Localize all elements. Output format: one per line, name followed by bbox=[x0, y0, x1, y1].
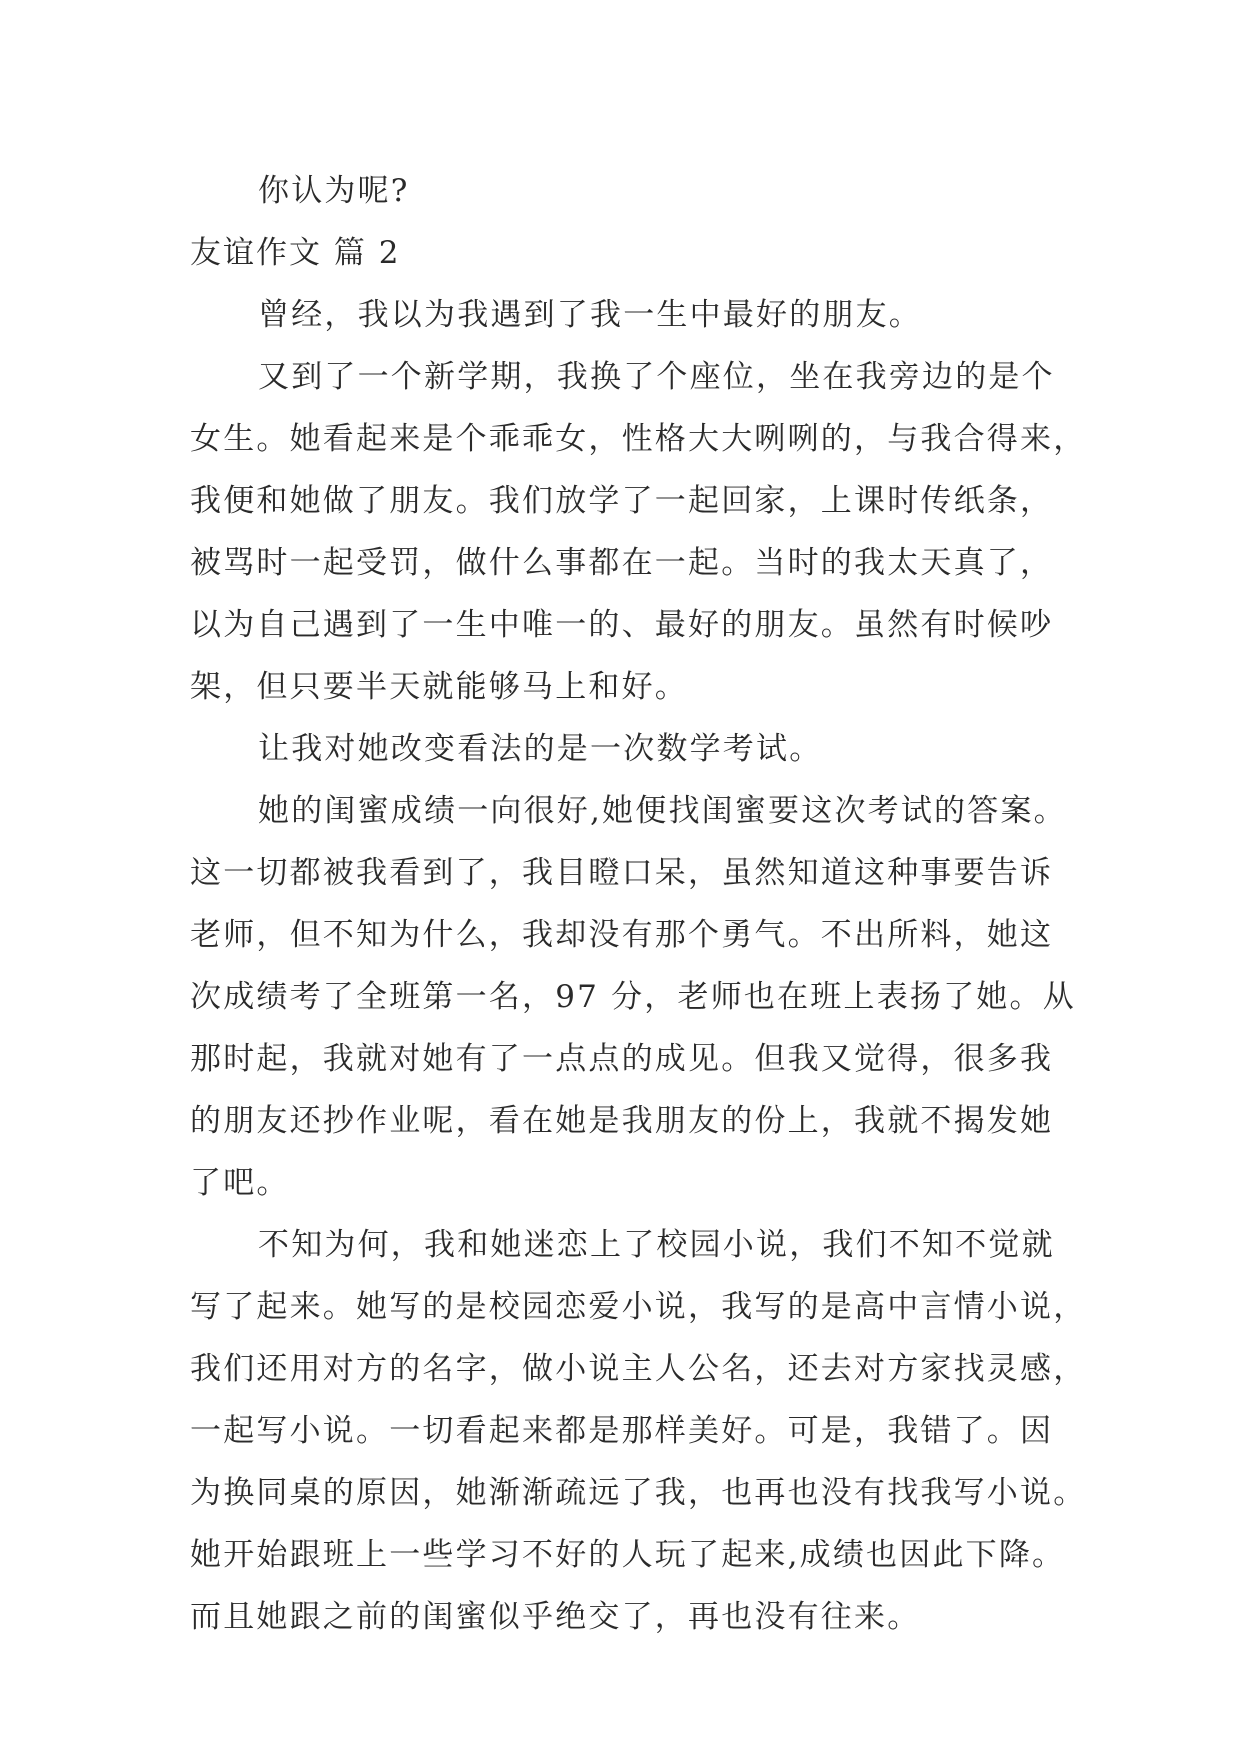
paragraph-line: 女生。她看起来是个乖乖女，性格大大咧咧的，与我合得来， bbox=[190, 421, 1087, 457]
paragraph bbox=[190, 346, 1087, 718]
paragraph-line: 她开始跟班上一些学习不好的人玩了起来,成绩也因此下降。 bbox=[190, 1537, 1066, 1573]
paragraph bbox=[190, 718, 1070, 780]
document-body bbox=[190, 160, 1087, 1648]
paragraph bbox=[190, 1214, 1087, 1648]
paragraph-line: 了吧。 bbox=[190, 1165, 290, 1201]
paragraph-line: 让我对她改变看法的是一次数学考试。 bbox=[258, 731, 823, 767]
paragraph-line: 我便和她做了朋友。我们放学了一起回家，上课时传纸条， bbox=[190, 483, 1054, 519]
paragraph-line: 为换同桌的原因，她渐渐疏远了我，也再也没有找我写小说。 bbox=[190, 1475, 1087, 1511]
paragraph-line: 她的闺蜜成绩一向很好,她便找闺蜜要这次考试的答案。 bbox=[258, 793, 1067, 829]
paragraph-line: 又到了一个新学期，我换了个座位，坐在我旁边的是个 bbox=[258, 359, 1055, 395]
paragraph-line: 次成绩考了全班第一名，97 分，老师也在班上表扬了她。从 bbox=[190, 979, 1076, 1015]
paragraph-line: 那时起，我就对她有了一点点的成见。但我又觉得，很多我 bbox=[190, 1041, 1054, 1077]
paragraph-line: 这一切都被我看到了，我目瞪口呆，虽然知道这种事要告诉 bbox=[190, 855, 1054, 891]
section-title: 友谊作文 篇 2 bbox=[190, 235, 401, 271]
paragraph-line: 以为自己遇到了一生中唯一的、最好的朋友。虽然有时候吵 bbox=[190, 607, 1054, 643]
paragraph-line: 我们还用对方的名字，做小说主人公名，还去对方家找灵感， bbox=[190, 1351, 1087, 1387]
paragraph bbox=[190, 284, 1070, 346]
paragraph-line: 曾经，我以为我遇到了我一生中最好的朋友。 bbox=[258, 297, 922, 333]
paragraph-line: 被骂时一起受罚，做什么事都在一起。当时的我太天真了， bbox=[190, 545, 1054, 581]
paragraph-line: 架，但只要半天就能够马上和好。 bbox=[190, 669, 688, 705]
intro-line: 你认为呢? bbox=[258, 173, 410, 209]
paragraph-line: 一起写小说。一切看起来都是那样美好。可是，我错了。因 bbox=[190, 1413, 1054, 1449]
paragraph-line: 的朋友还抄作业呢，看在她是我朋友的份上，我就不揭发她 bbox=[190, 1103, 1054, 1139]
paragraph-line: 而且她跟之前的闺蜜似乎绝交了，再也没有往来。 bbox=[190, 1599, 921, 1635]
paragraph-line: 写了起来。她写的是校园恋爱小说，我写的是高中言情小说， bbox=[190, 1289, 1087, 1325]
paragraph-line: 不知为何，我和她迷恋上了校园小说，我们不知不觉就 bbox=[258, 1227, 1055, 1263]
paragraph bbox=[190, 780, 1076, 1214]
paragraph-line: 老师，但不知为什么，我却没有那个勇气。不出所料，她这 bbox=[190, 917, 1054, 953]
